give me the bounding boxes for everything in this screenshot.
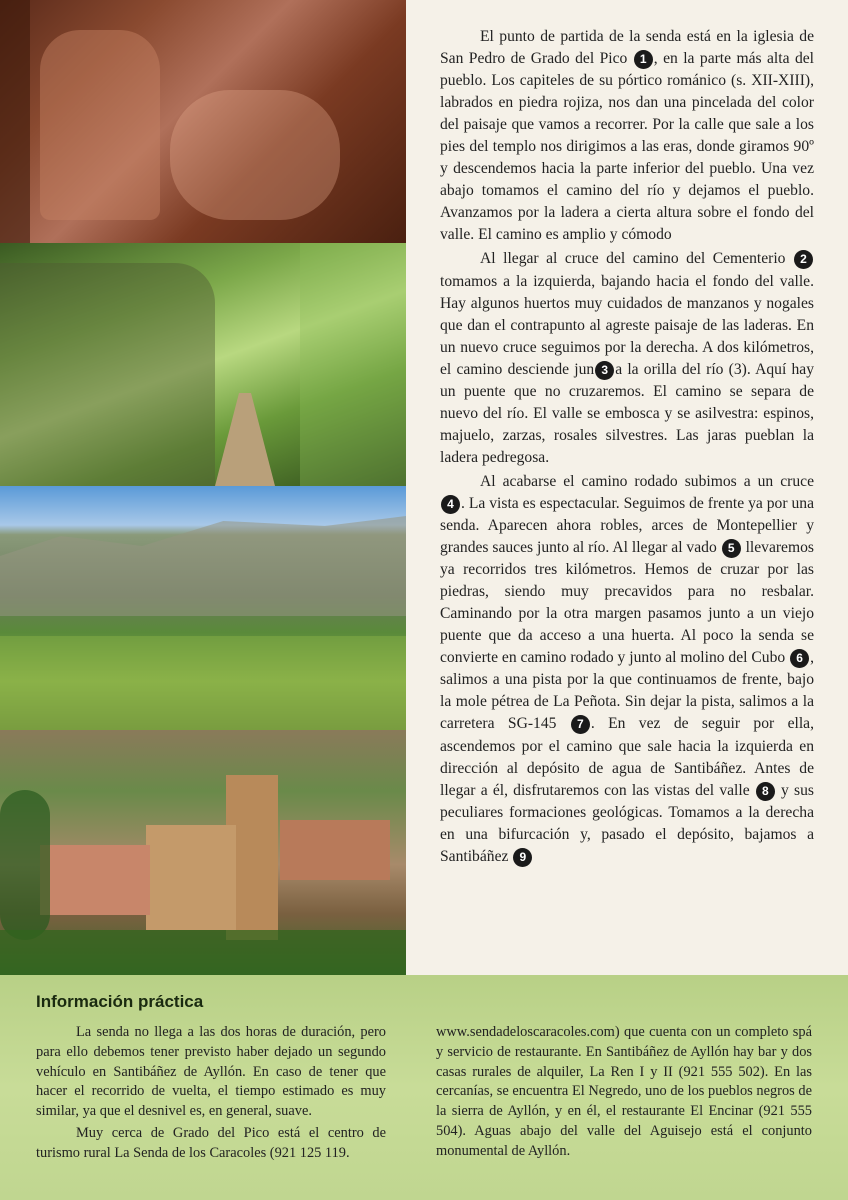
info-paragraph: La senda no llega a las dos horas de duración, pero para ello debemos tener previsto haber dejado un segundo vehículo en Santibáñez de Ayllón. En caso de tener que hacer el recorrido de vuelta, el tiempo estimado es muy similar, ya que el desnivel es, en general, suave. [36, 1024, 386, 1120]
info-column-right [436, 1023, 812, 1164]
rocky-valley-photo [0, 486, 406, 730]
main-article-text [440, 26, 814, 870]
waypoint-badge-1: 1 [634, 50, 653, 69]
info-column-left [36, 1023, 386, 1166]
info-paragraph: Muy cerca de Grado del Pico está el centro de turismo rural La Senda de los Caracoles (921 125 119. [36, 1124, 386, 1161]
waypoint-badge-6: 6 [790, 649, 809, 668]
carved-capital-photo [0, 0, 406, 243]
photo-column [0, 0, 406, 975]
text-run: , en la parte más alta del pueblo. Los capiteles de su pórtico románico (s. XII-XIII), labrados en piedra rojiza, nos dan una pincelada del color del paisaje que vamos a recorrer. Por la calle que sale a los pies del templo nos dirigimos a las eras, donde giramos 90º y descendemos hacia la parte inferior del pueblo. Una vez abajo tomamos el camino del río y dejamos el pueblo. Avanzamos por la ladera a cierta altura sobre el fondo del valle. El camino es amplio y cómodo [440, 50, 814, 244]
waypoint-badge-4: 4 [441, 495, 460, 514]
text-run: a la orilla del río (3). Aquí hay un puente que no cruzaremos. El camino se separa de nuevo del río. El valle se embosca y se asilvestra: espinos, majuelo, zarzas, rosales silvestres. Las jaras pueblan la ladera pedregosa. [440, 360, 815, 466]
text-run: y sus peculiares formaciones geológicas. Tomamos a la derecha en una bifurcación y, pasado el depósito, bajamos a Santibáñez [440, 781, 814, 865]
text-run: tomamos a la izquierda, bajando hacia el fondo del valle. Hay algunos huertos muy cuidados de manzanos y nogales que dan el contrapunto al agreste paisaje de las laderas. En un nuevo cruce seguimos por la derecha. A dos kilómetros, el camino desciende jun [440, 272, 814, 378]
waypoint-badge-3: 3 [595, 361, 614, 380]
waypoint-badge-2: 2 [794, 250, 813, 269]
text-run: . En vez de seguir por ella, ascendemos por el camino que sale hacia la izquierda en dirección al depósito de agua de Santibáñez. Antes de llegar a él, disfrutaremos con las vistas del valle [440, 715, 814, 799]
text-run: . La vista es espectacular. Seguimos de frente ya por una senda. Aparecen ahora robles, arces de Montepellier y grandes sauces junto al río. Al llegar al vado [440, 494, 814, 557]
text-run: Al llegar al cruce del camino del Cementerio [480, 250, 786, 268]
village-church-photo [0, 730, 406, 975]
text-run: Al acabarse el camino rodado subimos a un cruce [480, 472, 814, 490]
info-title: Información práctica [36, 992, 204, 1011]
practical-info-box [0, 975, 848, 1200]
forest-path-photo [0, 243, 406, 486]
paragraph-2 [440, 248, 814, 468]
waypoint-badge-5: 5 [722, 539, 741, 558]
waypoint-badge-7: 7 [571, 715, 590, 734]
text-run: El punto de partida de la senda está en la iglesia de San Pedro de Grado del Pico [440, 28, 814, 68]
paragraph-3 [440, 471, 814, 868]
waypoint-badge-9: 9 [513, 848, 532, 867]
waypoint-badge-8: 8 [756, 782, 775, 801]
paragraph-1 [440, 26, 814, 246]
text-run: llevaremos ya recorridos tres kilómetros. Hemos de cruzar por las piedras, siendo muy precavidos para no resbalar. Caminando por la otra margen pasamos junto a un viejo puente que da acceso a una huerta. Al poco la senda se convierte en camino rodado y junto al molino del Cubo [440, 539, 814, 667]
info-paragraph: www.sendadeloscaracoles.com) que cuenta con un completo spá y servicio de restaurante. En Santibáñez de Ayllón hay bar y dos casas rurales de alquiler, La Ren I y II (921 555 502). En las cercanías, se encuentra El Negredo, uno de los pueblos negros de la sierra de Ayllón, y en él, el restaurante El Encinar (921 555 504). Aguas abajo del valle del Aguisejo está el conjunto monumental de Ayllón. [436, 1024, 812, 1159]
text-run: , salimos a una pista por la que continuamos de frente, bajo la mole pétrea de La Peñota. Sin dejar la pista, salimos a la carretera SG-145 [440, 649, 814, 733]
